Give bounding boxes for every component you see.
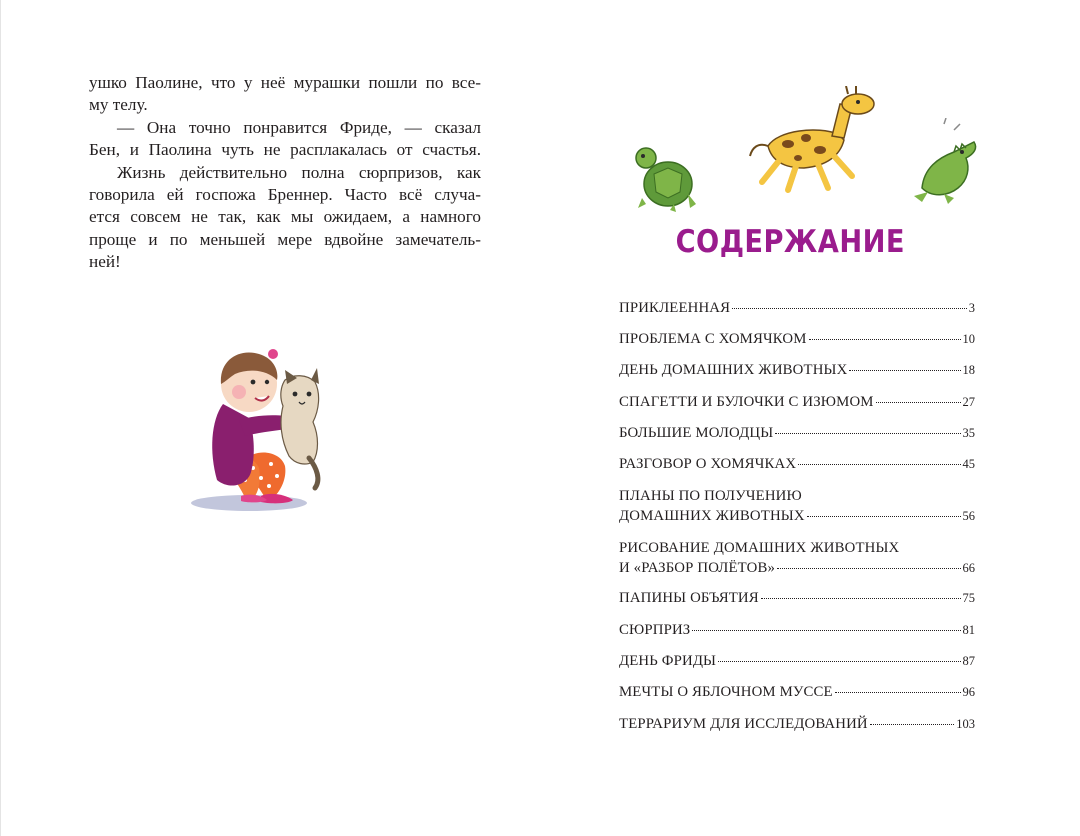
toc-entry[interactable] bbox=[619, 360, 975, 380]
toc-entry[interactable] bbox=[619, 714, 975, 734]
toc-leader-dots bbox=[835, 688, 961, 693]
toc-page-number: 56 bbox=[962, 509, 975, 523]
toc-page-number: 66 bbox=[962, 561, 975, 575]
toc-leader-dots bbox=[849, 366, 960, 371]
toc-entry-title-line2: ДОМАШНИХ ЖИВОТНЫХ bbox=[619, 508, 805, 524]
crocodile-illustration bbox=[904, 118, 984, 208]
text-line: проще и по меньшей мере вдвойне замечатель- bbox=[89, 229, 481, 249]
giraffe-illustration bbox=[748, 86, 888, 196]
text-line: ушко Паолине, что у неё мурашки пошли по все- bbox=[89, 73, 481, 92]
toc-entry[interactable] bbox=[619, 486, 975, 526]
text-line: — Она точно понравится Фриде, — сказал bbox=[117, 117, 481, 137]
text-line: му телу. bbox=[89, 95, 148, 115]
toc-leader-dots bbox=[775, 429, 960, 434]
toc-entry-title: ДЕНЬ ФРИДЫ bbox=[619, 653, 717, 669]
text-line: ней! bbox=[89, 252, 121, 272]
toc-leader-dots bbox=[870, 720, 954, 725]
toc-entry[interactable] bbox=[619, 682, 975, 702]
toc-entry-title-line1: ПЛАНЫ ПО ПОЛУЧЕНИЮ bbox=[619, 488, 802, 504]
toc-entry-title: ТЕРРАРИУМ ДЛЯ ИССЛЕДОВАНИЙ bbox=[619, 716, 868, 732]
toc-page-number: 75 bbox=[962, 591, 975, 605]
toc-entry-title: ПАПИНЫ ОБЪЯТИЯ bbox=[619, 590, 759, 606]
toc-leader-dots bbox=[798, 460, 960, 465]
text-line: говорила ей госпожа Бреннер. Часто всё случа- bbox=[89, 185, 481, 205]
toc-entry[interactable] bbox=[619, 588, 975, 608]
toc-leader-dots bbox=[692, 626, 960, 631]
toc-page-number: 81 bbox=[962, 623, 975, 637]
story-text bbox=[89, 72, 481, 274]
toc-entry-title-line1: РИСОВАНИЕ ДОМАШНИХ ЖИВОТНЫХ bbox=[619, 540, 900, 556]
girl-hugging-cat-illustration bbox=[189, 340, 339, 520]
toc-entry[interactable] bbox=[619, 423, 975, 443]
toc-leader-dots bbox=[876, 398, 961, 403]
toc-leader-dots bbox=[809, 335, 961, 340]
toc-page-number: 96 bbox=[962, 685, 975, 699]
toc-entry[interactable] bbox=[619, 298, 975, 318]
toc-entry-title: РАЗГОВОР О ХОМЯЧКАХ bbox=[619, 456, 797, 472]
turtle-illustration bbox=[630, 138, 700, 213]
toc-leader-dots bbox=[732, 304, 967, 309]
toc-entry[interactable] bbox=[619, 392, 975, 412]
toc-entry-title: МЕЧТЫ О ЯБЛОЧНОМ МУССЕ bbox=[619, 684, 833, 700]
toc-leader-dots bbox=[777, 564, 960, 569]
toc-page-number: 27 bbox=[962, 395, 975, 409]
toc-leader-dots bbox=[807, 512, 961, 517]
toc-entry-title: ПРИКЛЕЕННАЯ bbox=[619, 300, 731, 316]
toc-page-number: 103 bbox=[956, 717, 975, 731]
toc-page-number: 35 bbox=[962, 426, 975, 440]
toc-entry[interactable] bbox=[619, 329, 975, 349]
toc-leader-dots bbox=[761, 594, 961, 599]
toc-page-number: 18 bbox=[962, 363, 975, 377]
toc-leader-dots bbox=[718, 657, 960, 662]
text-line: Жизнь действительно полна сюрпризов, как bbox=[117, 162, 481, 182]
toc-entry-title-line2: И «РАЗБОР ПОЛЁТОВ» bbox=[619, 560, 776, 576]
text-line: ется совсем не так, как мы ожидаем, а намного bbox=[89, 207, 481, 227]
text-line: Бен, и Паолина чуть не расплакалась от счастья. bbox=[89, 140, 481, 160]
toc-entry-title: БОЛЬШИЕ МОЛОДЦЫ bbox=[619, 425, 774, 441]
toc-page-number: 10 bbox=[962, 332, 975, 346]
toc-entry-title: СЮРПРИЗ bbox=[619, 622, 691, 638]
toc-entry[interactable] bbox=[619, 651, 975, 671]
toc-page-number: 87 bbox=[962, 654, 975, 668]
toc-entry-title: СПАГЕТТИ И БУЛОЧКИ С ИЗЮМОМ bbox=[619, 394, 874, 410]
toc-entry-title: ДЕНЬ ДОМАШНИХ ЖИВОТНЫХ bbox=[619, 362, 848, 378]
toc-entry[interactable] bbox=[619, 454, 975, 474]
toc-entry-title: ПРОБЛЕМА С ХОМЯЧКОМ bbox=[619, 331, 807, 347]
toc-page-number: 45 bbox=[962, 457, 975, 471]
toc-page-number: 3 bbox=[968, 301, 975, 315]
toc-entry[interactable] bbox=[619, 620, 975, 640]
toc-title: СОДЕРЖАНИЕ bbox=[675, 224, 905, 260]
toc-entry[interactable] bbox=[619, 538, 975, 578]
